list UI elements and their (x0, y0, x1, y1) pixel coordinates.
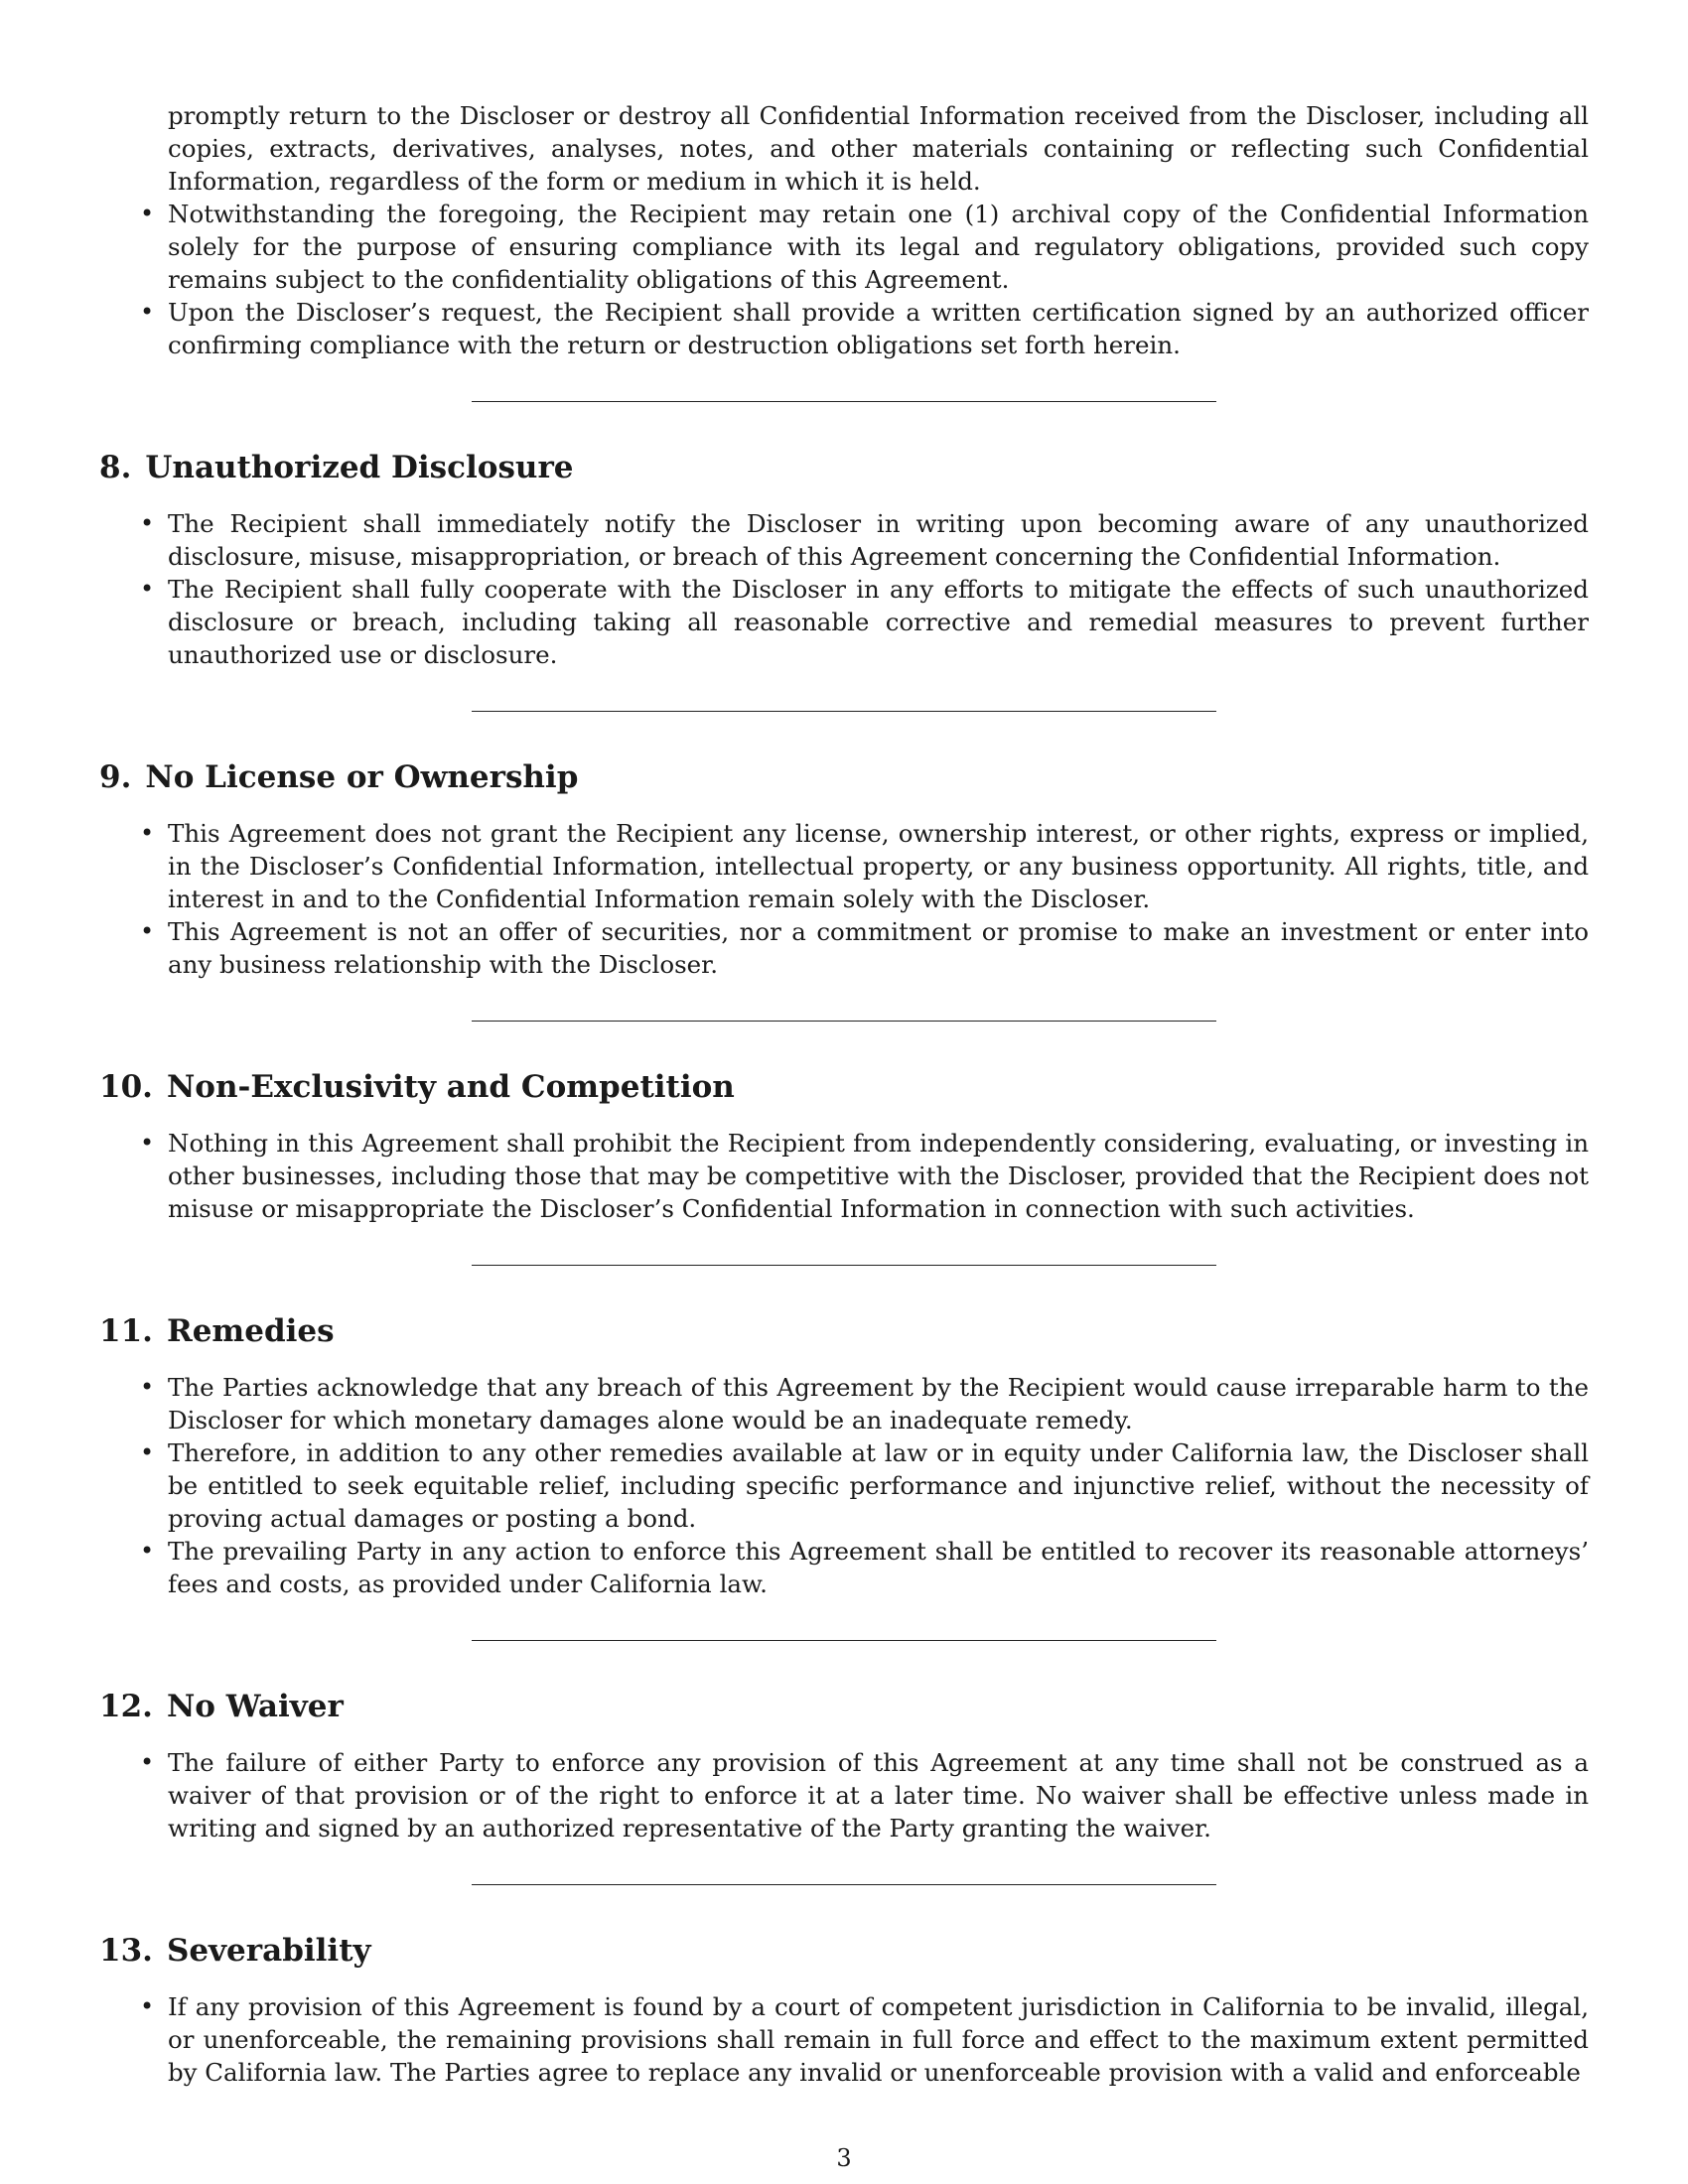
section-8 (99, 448, 1589, 671)
section-divider (472, 711, 1216, 712)
section-heading (99, 1311, 1589, 1351)
section-divider (472, 1640, 1216, 1641)
list-item: • If any provision of this Agreement is found by a court of competent jurisdiction in California to be invalid, illegal, or unenforceable, the remaining provisions shall remain in full force and effect to the maximum extent permitted by California law. The Parties agree to replace any invalid or unenforceable provision with a valid and enforceable (168, 1990, 1589, 2089)
list-item: • The Recipient shall immediately notify the Discloser in writing upon becoming aware of any unauthorized disclosure, misuse, misappropriation, or breach of this Agreement concerning the Confidential Information. (168, 507, 1589, 573)
section-divider (472, 401, 1216, 402)
section-list (99, 1127, 1589, 1225)
section-list (99, 1746, 1589, 1844)
section-title: Remedies (166, 1313, 335, 1349)
section-heading (99, 1067, 1589, 1107)
section-title: Unauthorized Disclosure (145, 450, 574, 485)
page-content (99, 99, 1589, 2089)
section-list (99, 1990, 1589, 2089)
section-divider (472, 1884, 1216, 1885)
section-list (99, 1371, 1589, 1600)
section-number: 9. (99, 759, 132, 795)
section-13 (99, 1931, 1589, 2089)
section-number: 13. (99, 1933, 153, 1969)
section-heading (99, 1931, 1589, 1971)
section-heading (99, 757, 1589, 797)
list-item: • Notwithstanding the foregoing, the Recipient may retain one (1) archival copy of the Confidential Information solely for the purpose of ensuring compliance with its legal and regulatory obligations, provided such copy remains subject to the confidentiality obligations of this Agreement. (168, 198, 1589, 296)
list-item: • Upon the Discloser’s request, the Recipient shall provide a written certification signed by an authorized officer confirming compliance with the return or destruction obligations set forth herein. (168, 296, 1589, 361)
section-heading (99, 448, 1589, 487)
list-item: • This Agreement is not an offer of securities, nor a commitment or promise to make an investment or enter into any business relationship with the Discloser. (168, 915, 1589, 981)
list-item: • The Recipient shall fully cooperate with the Discloser in any efforts to mitigate the effects of such unauthorized disclosure or breach, including taking all reasonable corrective and remedial measures to prevent further unauthorized use or disclosure. (168, 573, 1589, 671)
section-10 (99, 1067, 1589, 1225)
section-number: 10. (99, 1069, 153, 1105)
section-title: No Waiver (166, 1689, 344, 1724)
section-11 (99, 1311, 1589, 1600)
section-title: Non-Exclusivity and Competition (166, 1069, 735, 1105)
list-item: • This Agreement does not grant the Recipient any license, ownership interest, or other rights, express or implied, in the Discloser’s Confidential Information, intellectual property, or any business opportunity. All rights, title, and interest in and to the Confidential Information remain solely with the Discloser. (168, 817, 1589, 915)
page-number: 3 (836, 2144, 852, 2172)
section-list (99, 817, 1589, 981)
list-item: • The failure of either Party to enforce any provision of this Agreement at any time shall not be construed as a waiver of that provision or of the right to enforce it at a later time. No waiver shall be effective unless made in writing and signed by an authorized representative of the Party granting the waiver. (168, 1746, 1589, 1844)
section-number: 8. (99, 450, 132, 485)
section-12 (99, 1687, 1589, 1844)
list-item: • Nothing in this Agreement shall prohibit the Recipient from independently considering, evaluating, or investing in other businesses, including those that may be competitive with the Discloser, provided that the Recipient does not misuse or misappropriate the Discloser’s Confidential Information in connection with such activities. (168, 1127, 1589, 1225)
list-item: • The Parties acknowledge that any breach of this Agreement by the Recipient would cause irreparable harm to the Discloser for which monetary damages alone would be an inadequate remedy. (168, 1371, 1589, 1436)
continuation-list (99, 99, 1589, 361)
list-item: • The prevailing Party in any action to enforce this Agreement shall be entitled to recover its reasonable attorneys’ fees and costs, as provided under California law. (168, 1535, 1589, 1600)
section-9 (99, 757, 1589, 981)
list-item: promptly return to the Discloser or destroy all Confidential Information received from the Discloser, including all copies, extracts, derivatives, analyses, notes, and other materials containing or reflecting such Confidential Information, regardless of the form or medium in which it is held. (168, 101, 1589, 196)
list-item: • Therefore, in addition to any other remedies available at law or in equity under California law, the Discloser shall be entitled to seek equitable relief, including specific performance and injunctive relief, without the necessity of proving actual damages or posting a bond. (168, 1436, 1589, 1535)
section-list (99, 507, 1589, 671)
section-title: No License or Ownership (145, 759, 579, 795)
section-number: 11. (99, 1313, 153, 1349)
section-divider (472, 1021, 1216, 1022)
section-title: Severability (166, 1933, 371, 1969)
section-divider (472, 1265, 1216, 1266)
section-number: 12. (99, 1689, 153, 1724)
section-heading (99, 1687, 1589, 1726)
